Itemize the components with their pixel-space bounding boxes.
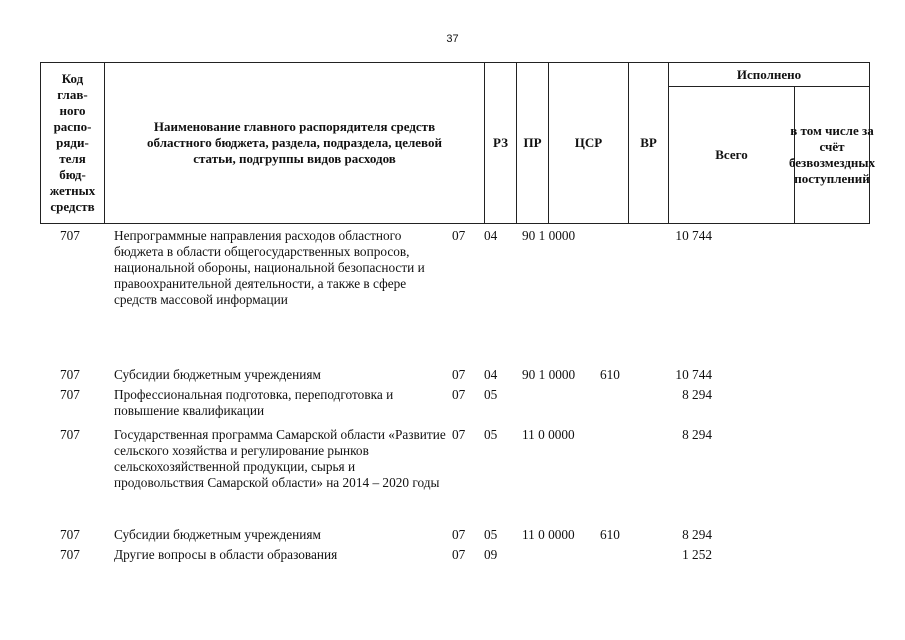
cell-vr: 610 xyxy=(600,367,620,382)
table-header xyxy=(40,62,876,224)
cell-csr: 11 0 0000 xyxy=(522,527,575,542)
header-kod-label: Код глав-ного распо-ряди-теля бюд-жетных средств xyxy=(49,71,96,214)
header-name xyxy=(105,63,485,223)
header-rz-label: РЗ xyxy=(493,135,508,150)
cell-rz: 07 xyxy=(452,228,466,243)
header-vsego xyxy=(669,87,795,223)
cell-rz: 07 xyxy=(452,367,466,382)
cell-name: Субсидии бюджетным учреждениям xyxy=(114,527,321,542)
cell-kod: 707 xyxy=(60,367,80,382)
cell-vsego: 8 294 xyxy=(682,427,712,442)
header-ispolneno: Исполнено xyxy=(669,63,869,87)
header-csr xyxy=(549,63,629,223)
cell-vsego: 8 294 xyxy=(682,387,712,402)
cell-name: Профессиональная подготовка, переподготовка и повышение квалификации xyxy=(114,387,394,418)
cell-name: Непрограммные направления расходов областного бюджета в области общегосударственных вопросов, национальной обороны, национальной безопасности и правоохранительной деятельности, а также в сфере средств массовой информации xyxy=(114,228,425,307)
cell-pr: 04 xyxy=(484,228,498,243)
header-free-line: в том числе за xyxy=(790,123,874,138)
cell-name: Субсидии бюджетным учреждениям xyxy=(114,367,321,382)
header-free-receipts xyxy=(788,87,876,223)
cell-pr: 05 xyxy=(484,527,498,542)
cell-pr: 05 xyxy=(484,387,498,402)
cell-pr: 04 xyxy=(484,367,498,382)
header-csr-label: ЦСР xyxy=(574,135,603,150)
header-vr xyxy=(629,63,669,223)
cell-rz: 07 xyxy=(452,427,466,442)
cell-vsego: 8 294 xyxy=(682,527,712,542)
cell-kod: 707 xyxy=(60,427,80,442)
cell-kod: 707 xyxy=(60,387,80,402)
cell-vsego: 10 744 xyxy=(675,228,712,243)
cell-kod: 707 xyxy=(60,547,80,562)
header-free-line: поступлений xyxy=(794,171,870,186)
cell-rz: 07 xyxy=(452,527,466,542)
header-vr-label: ВР xyxy=(640,135,657,150)
cell-vsego: 1 252 xyxy=(682,547,712,562)
header-free-line: счёт xyxy=(819,139,845,154)
header-vsego-label: Всего xyxy=(715,147,748,162)
cell-pr: 09 xyxy=(484,547,498,562)
cell-pr: 05 xyxy=(484,427,498,442)
cell-name: Государственная программа Самарской области «Развитие сельского хозяйства и регулирование рынков сельскохозяйственной продукции, сырья и продовольствия Самарской области» на 2014 – 2020 годы xyxy=(114,427,446,490)
header-name-label: Наименование главного распорядителя средств областного бюджета, раздела, подраздела, целевой статьи, подгруппы видов расходов xyxy=(147,119,442,166)
cell-vsego: 10 744 xyxy=(675,367,712,382)
cell-rz: 07 xyxy=(452,387,466,402)
header-rz xyxy=(485,63,517,223)
header-ispolneno-group xyxy=(669,63,876,223)
header-pr-label: ПР xyxy=(523,135,542,150)
cell-csr: 90 1 0000 xyxy=(522,228,576,243)
header-pr xyxy=(517,63,549,223)
header-kod xyxy=(41,63,105,223)
cell-rz: 07 xyxy=(452,547,466,562)
page-number: 37 xyxy=(446,33,459,45)
cell-csr: 90 1 0000 xyxy=(522,367,576,382)
cell-csr: 11 0 0000 xyxy=(522,427,575,442)
cell-kod: 707 xyxy=(60,228,80,243)
cell-name: Другие вопросы в области образования xyxy=(114,547,338,562)
cell-kod: 707 xyxy=(60,527,80,542)
cell-vr: 610 xyxy=(600,527,620,542)
header-free-line: безвозмездных xyxy=(788,155,876,170)
